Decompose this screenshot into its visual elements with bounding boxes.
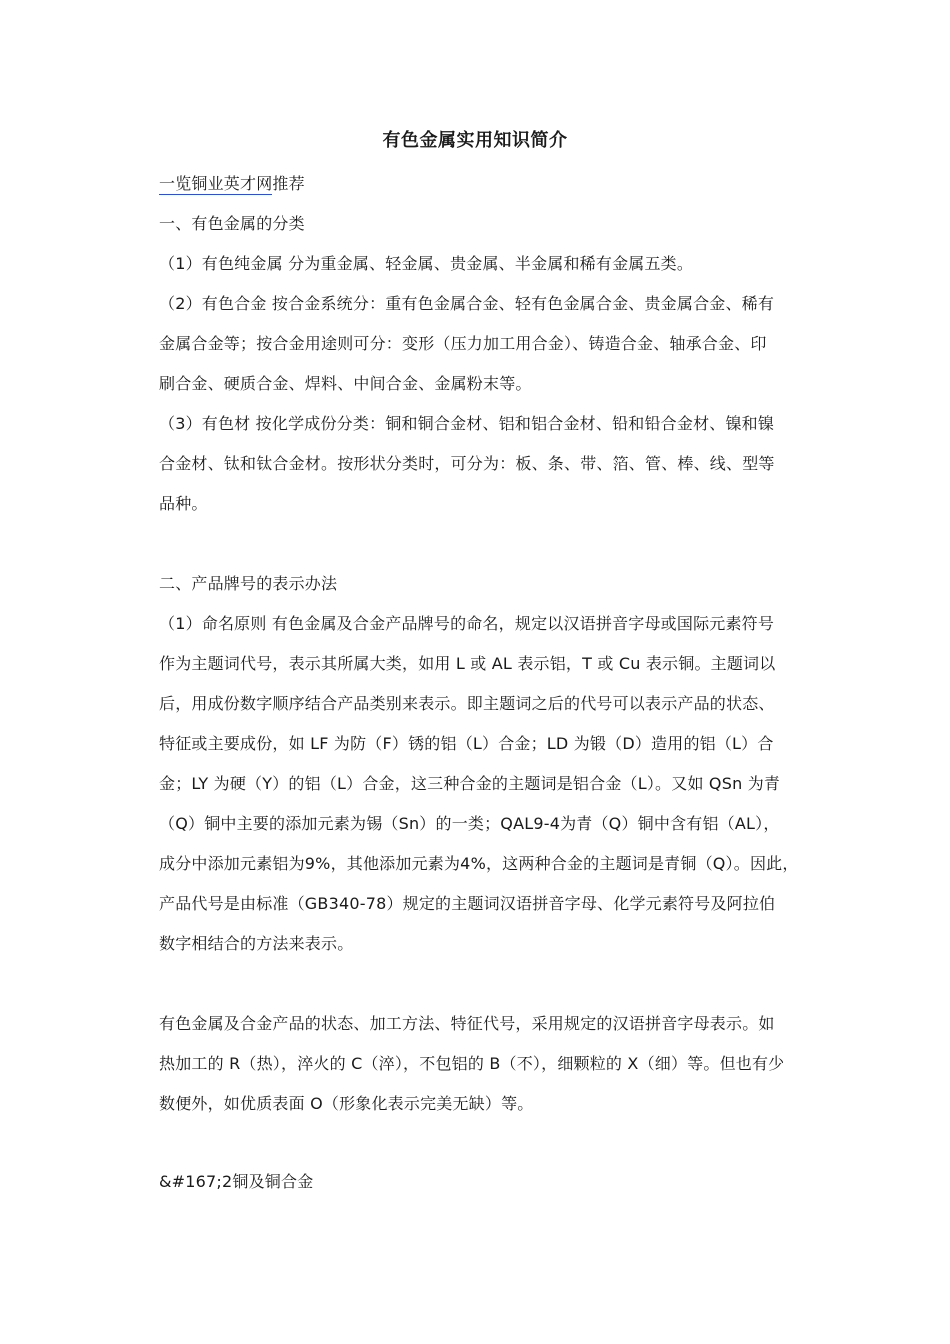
section-heading-classification: 一、有色金属的分类 [159,214,305,233]
paragraph-line: （3）有色材 按化学成份分类：铜和铜合金材、铝和铝合金材、铅和铅合金材、镍和镍 [159,414,775,433]
paragraph-line: 刷合金、硬质合金、焊料、中间合金、金属粉末等。 [159,374,532,393]
intro-line [159,174,799,194]
paragraph-line: 金属合金等；按合金用途则可分：变形（压力加工用合金）、铸造合金、轴承合金、印 [159,334,767,353]
paragraph-line: 热加工的 R（热），淬火的 C（淬），不包铝的 B（不），细颗粒的 X（细）等。但也有少 [159,1054,785,1073]
document-title: 有色金属实用知识简介 [382,130,568,151]
section-heading-copper: &#167;2铜及铜合金 [159,1172,314,1191]
paragraph-line: 品种。 [159,494,208,513]
paragraph-line: 数便外，如优质表面 O（形象化表示完美无缺）等。 [159,1094,534,1113]
paragraph-line: （Q）铜中主要的添加元素为锡（Sn）的一类；QAL9-4为青（Q）铜中含有铝（AL）， [159,814,780,833]
intro-suffix: 推荐 [272,174,305,193]
paragraph-line: （1）命名原则 有色金属及合金产品牌号的命名，规定以汉语拼音字母或国际元素符号 [159,614,775,633]
paragraph-line: 特征或主要成份，如 LF 为防（F）锈的铝（L）合金；LD 为锻（D）造用的铝（L）合 [159,734,774,753]
source-link[interactable]: 一览铜业英才网 [159,174,273,193]
paragraph-line: 有色金属及合金产品的状态、加工方法、特征代号，采用规定的汉语拼音字母表示。如 [159,1014,775,1033]
paragraph-line: 数字相结合的方法来表示。 [159,934,354,953]
paragraph-line: 合金材、钛和钛合金材。按形状分类时，可分为：板、条、带、箔、管、棒、线、型等 [159,454,775,473]
paragraph-line: 后，用成份数字顺序结合产品类别来表示。即主题词之后的代号可以表示产品的状态、 [159,694,775,713]
paragraph-line: 成分中添加元素铝为9%，其他添加元素为4%，这两种合金的主题词是青铜（Q）。因此， [159,854,799,873]
paragraph-line: （2）有色合金 按合金系统分：重有色金属合金、轻有色金属合金、贵金属合金、稀有 [159,294,775,313]
paragraph-line: 产品代号是由标准（GB340-78）规定的主题词汉语拼音字母、化学元素符号及阿拉伯 [159,894,776,913]
paragraph-line: 金；LY 为硬（Y）的铝（L）合金，这三种合金的主题词是铝合金（L）。又如 QSn 为青 [159,774,781,793]
paragraph-line: （1）有色纯金属 分为重金属、轻金属、贵金属、半金属和稀有金属五类。 [159,254,694,273]
paragraph-line: 作为主题词代号，表示其所属大类，如用 L 或 AL 表示铝，T 或 Cu 表示铜。主题词以 [159,654,776,673]
section-heading-designation: 二、产品牌号的表示办法 [159,574,338,593]
